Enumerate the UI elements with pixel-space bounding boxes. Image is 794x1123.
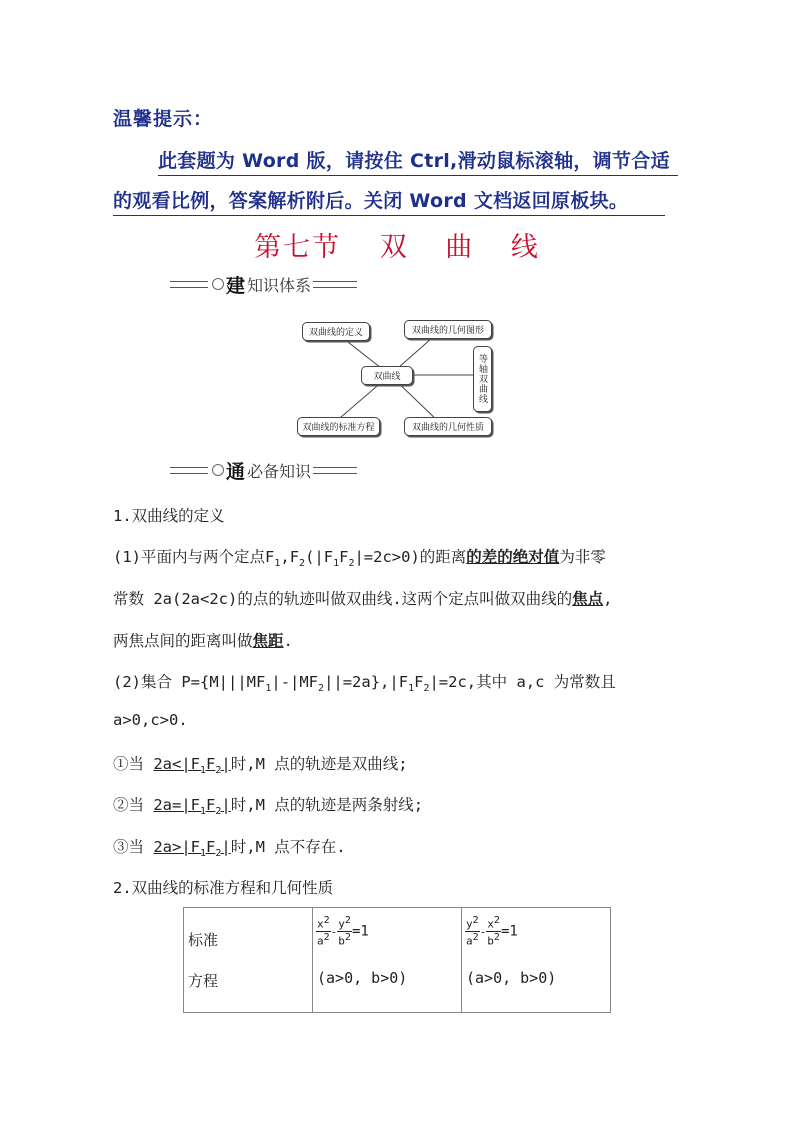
banner-badge: 建 bbox=[226, 274, 246, 297]
row-label-2: 方程 bbox=[188, 972, 219, 990]
title-char-1: 双 bbox=[379, 232, 409, 263]
banner-rule-left bbox=[170, 467, 208, 474]
section-title bbox=[0, 225, 794, 264]
banner-label: 必备知识 bbox=[247, 461, 312, 481]
heading-standard-equation: 2.双曲线的标准方程和几何性质 bbox=[113, 879, 334, 897]
node-equilateral-hyperbola: 等轴双曲线 bbox=[473, 346, 492, 412]
paragraph-3: 两焦点间的距离叫做焦距. bbox=[113, 632, 293, 650]
equation-cell-1 bbox=[313, 908, 462, 1013]
banner-rule-right bbox=[313, 467, 357, 474]
node-geometric-figure: 双曲线的几何图形 bbox=[404, 320, 492, 339]
banner-badge: 通 bbox=[226, 460, 246, 483]
node-hyperbola: 双曲线 bbox=[361, 366, 413, 385]
table-row bbox=[184, 908, 611, 1013]
case-3-condition: $2a>|F_1F_2|$ bbox=[153, 838, 231, 860]
row-label-cell bbox=[184, 908, 313, 1013]
node-standard-equation: 双曲线的标准方程 bbox=[297, 417, 380, 436]
keyword-focus: 焦点 bbox=[572, 590, 604, 608]
case-2: ②当 $2a=|F_1F_2|$时,M 点的轨迹是两条射线; bbox=[113, 796, 424, 818]
equation-vertical: $\frac{y^2}{a^2}$ - $\frac{x^2}{b^2}$ =1 bbox=[466, 915, 518, 948]
magnifier-icon bbox=[212, 464, 224, 476]
knowledge-diagram bbox=[290, 315, 510, 440]
condition-2: (a>0, b>0) bbox=[466, 969, 557, 988]
tip-line-1: 此套题为 Word 版，请按住 Ctrl,滑动鼠标滚轴，调节合适 bbox=[158, 146, 678, 176]
paragraph-2: 常数 2a(2a<2c)的点的轨迹叫做双曲线.这两个定点叫做双曲线的焦点, bbox=[113, 590, 613, 608]
banner-knowledge-system bbox=[170, 273, 357, 295]
keyword-abs-difference: 的差的绝对值 bbox=[466, 548, 560, 566]
banner-rule-right bbox=[313, 281, 357, 288]
paragraph-4: (2)集合 $P=\{M|||MF_1|-|MF_2||=2a\},|F_1F_2|=2c$,其中 a,c 为常数且 bbox=[113, 673, 616, 695]
tip-title: 温馨提示： bbox=[113, 108, 214, 130]
case-1: ①当 $2a<|F_1F_2|$时,M 点的轨迹是双曲线; bbox=[113, 755, 408, 777]
heading-definition: 1.双曲线的定义 bbox=[113, 507, 225, 525]
equation-horizontal: $\frac{x^2}{a^2}$ - $\frac{y^2}{b^2}$ =1 bbox=[317, 915, 369, 948]
node-definition: 双曲线的定义 bbox=[302, 322, 370, 341]
case-3: ③当 $2a>|F_1F_2|$时,M 点不存在. bbox=[113, 838, 346, 860]
row-label-1: 标准 bbox=[188, 931, 219, 949]
paragraph-1: (1)平面内与两个定点$F_1,F_2(|F_1F_2|=2c>0)$的距离的差的绝对值为非零 bbox=[113, 548, 606, 570]
tip-line-2: 的观看比例，答案解析附后。关闭 Word 文档返回原板块。 bbox=[113, 186, 665, 216]
banner-rule-left bbox=[170, 281, 208, 288]
keyword-focal-distance: 焦距 bbox=[252, 632, 284, 650]
paragraph-5: a>0,c>0. bbox=[113, 711, 188, 729]
case-1-condition: $2a<|F_1F_2|$ bbox=[153, 755, 231, 777]
case-2-condition: $2a=|F_1F_2|$ bbox=[153, 796, 231, 818]
banner-label: 知识体系 bbox=[247, 275, 312, 295]
equation-cell-2 bbox=[462, 908, 611, 1013]
node-geometric-properties: 双曲线的几何性质 bbox=[404, 417, 492, 436]
magnifier-icon bbox=[212, 278, 224, 290]
title-char-2: 曲 bbox=[445, 232, 475, 263]
condition-1: (a>0, b>0) bbox=[317, 969, 408, 988]
section-number: 第七节 bbox=[254, 232, 342, 263]
banner-essential-knowledge bbox=[170, 459, 357, 481]
title-char-3: 线 bbox=[510, 232, 540, 263]
properties-table bbox=[183, 907, 611, 1013]
